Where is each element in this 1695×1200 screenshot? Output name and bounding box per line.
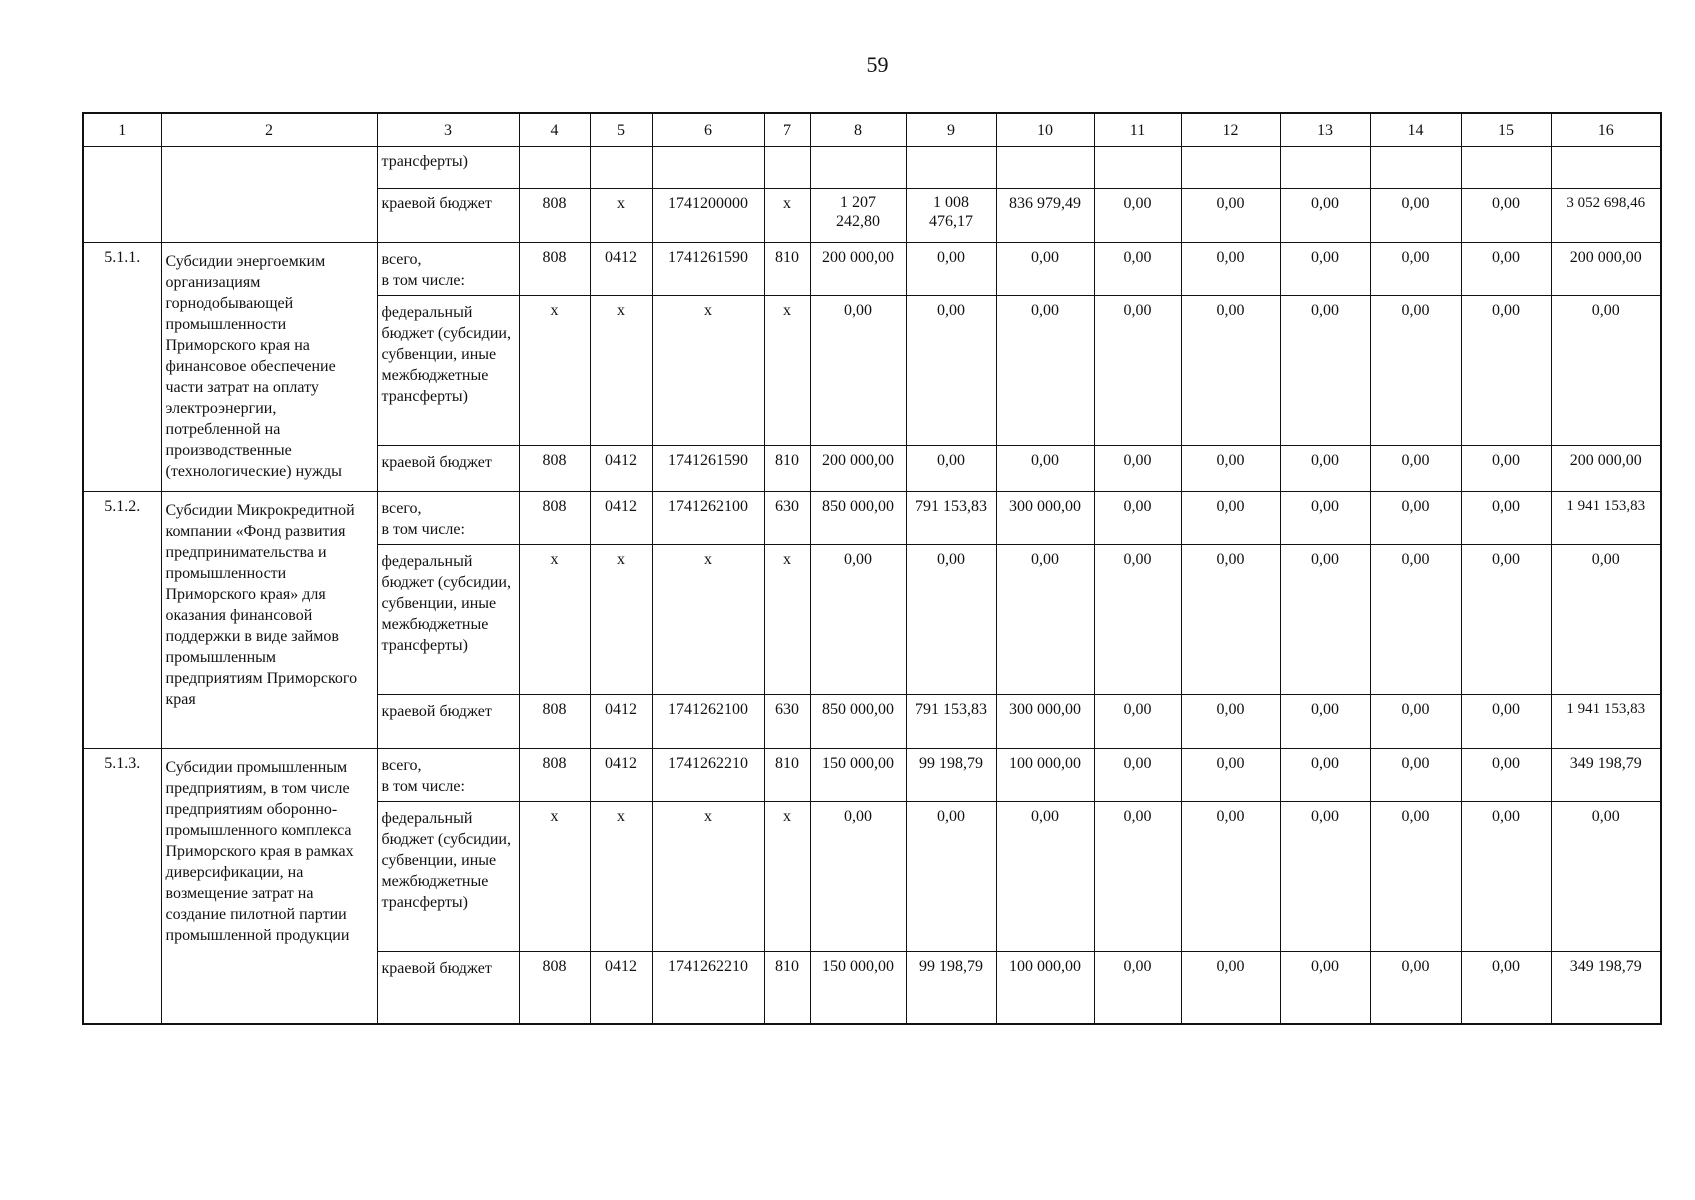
cell-col11: 0,00 xyxy=(1094,802,1181,952)
cell-col16: 200 000,00 xyxy=(1551,446,1661,492)
cell-col8: 200 000,00 xyxy=(810,446,906,492)
cell-col16: 0,00 xyxy=(1551,802,1661,952)
cell-col14: 0,00 xyxy=(1370,189,1461,243)
cell-col13: 0,00 xyxy=(1280,189,1370,243)
cell-col10: 836 979,49 xyxy=(996,189,1094,243)
cell-col15: 0,00 xyxy=(1461,189,1551,243)
cell-col11: 0,00 xyxy=(1094,952,1181,1024)
source-cell: федеральный бюджет (субсидии, субвенции, иные межбюджетные трансферты) xyxy=(377,296,519,446)
cell-col6: 1741262100 xyxy=(652,492,764,545)
cell-col14: 0,00 xyxy=(1370,492,1461,545)
cell-col9: 791 153,83 xyxy=(906,492,996,545)
table-body xyxy=(83,113,1661,1024)
cell-col5: 0412 xyxy=(590,952,652,1024)
cell-col9: 791 153,83 xyxy=(906,695,996,749)
cell-col13: 0,00 xyxy=(1280,749,1370,802)
cell-col6: x xyxy=(652,296,764,446)
cell-col4: 808 xyxy=(519,695,590,749)
cell-col9-line2: 476,17 xyxy=(929,213,973,230)
cell-col16: 349 198,79 xyxy=(1551,952,1661,1024)
cell-col8: 0,00 xyxy=(810,545,906,695)
cell-col9: 0,00 xyxy=(906,446,996,492)
cell-col6: 1741261590 xyxy=(652,243,764,296)
cell-col14: 0,00 xyxy=(1370,749,1461,802)
cell-col4: 808 xyxy=(519,749,590,802)
cell-col12: 0,00 xyxy=(1181,545,1280,695)
cell-col13: 0,00 xyxy=(1280,492,1370,545)
cell-col4: 808 xyxy=(519,952,590,1024)
continuation-label-row xyxy=(83,147,1661,189)
cell-col13: 0,00 xyxy=(1280,695,1370,749)
cell-col11: 0,00 xyxy=(1094,749,1181,802)
cell-col11: 0,00 xyxy=(1094,446,1181,492)
cell-col12: 0,00 xyxy=(1181,695,1280,749)
cell-col8: 850 000,00 xyxy=(810,695,906,749)
cell-col10: 300 000,00 xyxy=(996,492,1094,545)
cell-col16: 3 052 698,46 xyxy=(1551,189,1661,243)
cell-col11: 0,00 xyxy=(1094,545,1181,695)
cell-col7: 630 xyxy=(764,695,810,749)
cell-col8: 150 000,00 xyxy=(810,749,906,802)
cell-col4: x xyxy=(519,545,590,695)
cell-col14: 0,00 xyxy=(1370,296,1461,446)
cell-col7: 810 xyxy=(764,446,810,492)
item-name: Субсидии энергоемким организациям горнодобывающей промышленности Приморского края на финансовое обеспечение части затрат на оплату электроэнергии, потребленной на производственные (технологические) нужды xyxy=(161,243,377,492)
cell-col8: 150 000,00 xyxy=(810,952,906,1024)
cell-col12: 0,00 xyxy=(1181,189,1280,243)
cell-col9-line1: 1 008 xyxy=(933,194,969,211)
cell-col9: 0,00 xyxy=(906,545,996,695)
cell-col13: 0,00 xyxy=(1280,446,1370,492)
cell-col5: 0412 xyxy=(590,749,652,802)
table-row xyxy=(83,749,1661,802)
cell-col16: 1 941 153,83 xyxy=(1551,492,1661,545)
header-row xyxy=(83,113,1661,147)
cell-col15: 0,00 xyxy=(1461,952,1551,1024)
cell-col15: 0,00 xyxy=(1461,243,1551,296)
cell-col6: 1741262210 xyxy=(652,749,764,802)
cell-col7: x xyxy=(764,545,810,695)
cell-col12: 0,00 xyxy=(1181,446,1280,492)
page-number: 59 xyxy=(866,52,889,77)
cell-col9: 0,00 xyxy=(906,802,996,952)
cell-col10: 0,00 xyxy=(996,446,1094,492)
header-cell-9: 9 xyxy=(906,113,996,147)
table-row xyxy=(83,492,1661,545)
cell-col7: x xyxy=(764,802,810,952)
cell-col13: 0,00 xyxy=(1280,243,1370,296)
cell-col10: 0,00 xyxy=(996,802,1094,952)
header-cell-8: 8 xyxy=(810,113,906,147)
cell-col11: 0,00 xyxy=(1094,243,1181,296)
source-cell: краевой бюджет xyxy=(377,446,519,492)
cell-col9: 99 198,79 xyxy=(906,749,996,802)
cell-col14: 0,00 xyxy=(1370,952,1461,1024)
cell-col15: 0,00 xyxy=(1461,545,1551,695)
header-cell-5: 5 xyxy=(590,113,652,147)
source-cell: всего, в том числе: xyxy=(377,749,519,802)
cell-col12: 0,00 xyxy=(1181,802,1280,952)
cell-col9 xyxy=(906,189,996,243)
cell-col16: 0,00 xyxy=(1551,545,1661,695)
header-cell-6: 6 xyxy=(652,113,764,147)
cell-col12: 0,00 xyxy=(1181,243,1280,296)
cell-col9: 99 198,79 xyxy=(906,952,996,1024)
cell-col11: 0,00 xyxy=(1094,296,1181,446)
cell-col14: 0,00 xyxy=(1370,802,1461,952)
cell-col8-line2: 242,80 xyxy=(836,213,880,230)
cell-col7: 630 xyxy=(764,492,810,545)
cell-col4: x xyxy=(519,802,590,952)
source-cell: федеральный бюджет (субсидии, субвенции, иные межбюджетные трансферты) xyxy=(377,802,519,952)
cell-col6: 1741200000 xyxy=(652,189,764,243)
item-number: 5.1.1. xyxy=(83,243,161,492)
header-cell-10: 10 xyxy=(996,113,1094,147)
cell-col5: 0412 xyxy=(590,446,652,492)
cell-col5: 0412 xyxy=(590,492,652,545)
item-name: Субсидии Микрокредитной компании «Фонд развития предпринимательства и промышленности Приморского края» для оказания финансовой поддержки в виде займов промышленным предприятиям Приморского края xyxy=(161,492,377,749)
cell-col6: 1741261590 xyxy=(652,446,764,492)
cell-col13: 0,00 xyxy=(1280,296,1370,446)
cell-col9: 0,00 xyxy=(906,296,996,446)
table-row xyxy=(83,243,1661,296)
header-cell-3: 3 xyxy=(377,113,519,147)
header-cell-1: 1 xyxy=(83,113,161,147)
cell-col7: x xyxy=(764,189,810,243)
cell-col7: 810 xyxy=(764,243,810,296)
cell-col7: 810 xyxy=(764,749,810,802)
header-cell-13: 13 xyxy=(1280,113,1370,147)
cell-col4: x xyxy=(519,296,590,446)
cell-col8: 0,00 xyxy=(810,802,906,952)
cell-col7: x xyxy=(764,296,810,446)
item-name: Субсидии промышленным предприятиям, в том числе предприятиям оборонно-промышленного комплекса Приморского края в рамках диверсификации, на возмещение затрат на создание пилотной партии промышленной продукции xyxy=(161,749,377,1024)
continuation-label: трансферты) xyxy=(377,147,519,189)
cell-col4: 808 xyxy=(519,243,590,296)
cell-col11: 0,00 xyxy=(1094,492,1181,545)
cell-col5: 0412 xyxy=(590,695,652,749)
header-cell-16: 16 xyxy=(1551,113,1661,147)
cell-col8 xyxy=(810,189,906,243)
cell-col16: 1 941 153,83 xyxy=(1551,695,1661,749)
cell-col4: 808 xyxy=(519,492,590,545)
cell-col12: 0,00 xyxy=(1181,296,1280,446)
source-cell: федеральный бюджет (субсидии, субвенции, иные межбюджетные трансферты) xyxy=(377,545,519,695)
cell-col10: 100 000,00 xyxy=(996,749,1094,802)
cell-col15: 0,00 xyxy=(1461,492,1551,545)
cell-col4: 808 xyxy=(519,446,590,492)
cell-col5: 0412 xyxy=(590,243,652,296)
cell-col8: 0,00 xyxy=(810,296,906,446)
header-cell-14: 14 xyxy=(1370,113,1461,147)
cell-col5: x xyxy=(590,189,652,243)
cell-col5: x xyxy=(590,545,652,695)
cell-col8: 200 000,00 xyxy=(810,243,906,296)
item-number: 5.1.2. xyxy=(83,492,161,749)
cell-col13: 0,00 xyxy=(1280,545,1370,695)
cell-col7: 810 xyxy=(764,952,810,1024)
cell-col6: 1741262210 xyxy=(652,952,764,1024)
header-cell-7: 7 xyxy=(764,113,810,147)
cell-col13: 0,00 xyxy=(1280,802,1370,952)
source-cell: краевой бюджет xyxy=(377,952,519,1024)
item-number: 5.1.3. xyxy=(83,749,161,1024)
cell-col12: 0,00 xyxy=(1181,492,1280,545)
cell-col14: 0,00 xyxy=(1370,243,1461,296)
source-cell: всего, в том числе: xyxy=(377,492,519,545)
cell-col10: 0,00 xyxy=(996,545,1094,695)
cell-col5: x xyxy=(590,802,652,952)
cell-col10: 300 000,00 xyxy=(996,695,1094,749)
cell-col9: 0,00 xyxy=(906,243,996,296)
continuation-num-cell xyxy=(83,147,161,243)
cell-col15: 0,00 xyxy=(1461,749,1551,802)
cell-col12: 0,00 xyxy=(1181,749,1280,802)
source-cell: краевой бюджет xyxy=(377,189,519,243)
cell-col14: 0,00 xyxy=(1370,446,1461,492)
cell-col15: 0,00 xyxy=(1461,802,1551,952)
cell-col11: 0,00 xyxy=(1094,189,1181,243)
budget-table xyxy=(82,112,1662,1025)
header-cell-12: 12 xyxy=(1181,113,1280,147)
cell-col6: x xyxy=(652,802,764,952)
cell-col8-line1: 1 207 xyxy=(840,194,876,211)
cell-col12: 0,00 xyxy=(1181,952,1280,1024)
cell-col4: 808 xyxy=(519,189,590,243)
cell-col10: 0,00 xyxy=(996,243,1094,296)
cell-col13: 0,00 xyxy=(1280,952,1370,1024)
cell-col15: 0,00 xyxy=(1461,695,1551,749)
cell-col10: 0,00 xyxy=(996,296,1094,446)
source-cell: краевой бюджет xyxy=(377,695,519,749)
cell-col16: 0,00 xyxy=(1551,296,1661,446)
cell-col16: 200 000,00 xyxy=(1551,243,1661,296)
cell-col15: 0,00 xyxy=(1461,296,1551,446)
header-cell-2: 2 xyxy=(161,113,377,147)
header-cell-11: 11 xyxy=(1094,113,1181,147)
cell-col11: 0,00 xyxy=(1094,695,1181,749)
cell-col14: 0,00 xyxy=(1370,545,1461,695)
cell-col15: 0,00 xyxy=(1461,446,1551,492)
header-cell-4: 4 xyxy=(519,113,590,147)
cell-col8: 850 000,00 xyxy=(810,492,906,545)
continuation-name-cell xyxy=(161,147,377,243)
cell-col10: 100 000,00 xyxy=(996,952,1094,1024)
header-cell-15: 15 xyxy=(1461,113,1551,147)
cell-col6: x xyxy=(652,545,764,695)
cell-col16: 349 198,79 xyxy=(1551,749,1661,802)
cell-col6: 1741262100 xyxy=(652,695,764,749)
source-cell: всего, в том числе: xyxy=(377,243,519,296)
cell-col14: 0,00 xyxy=(1370,695,1461,749)
cell-col5: x xyxy=(590,296,652,446)
